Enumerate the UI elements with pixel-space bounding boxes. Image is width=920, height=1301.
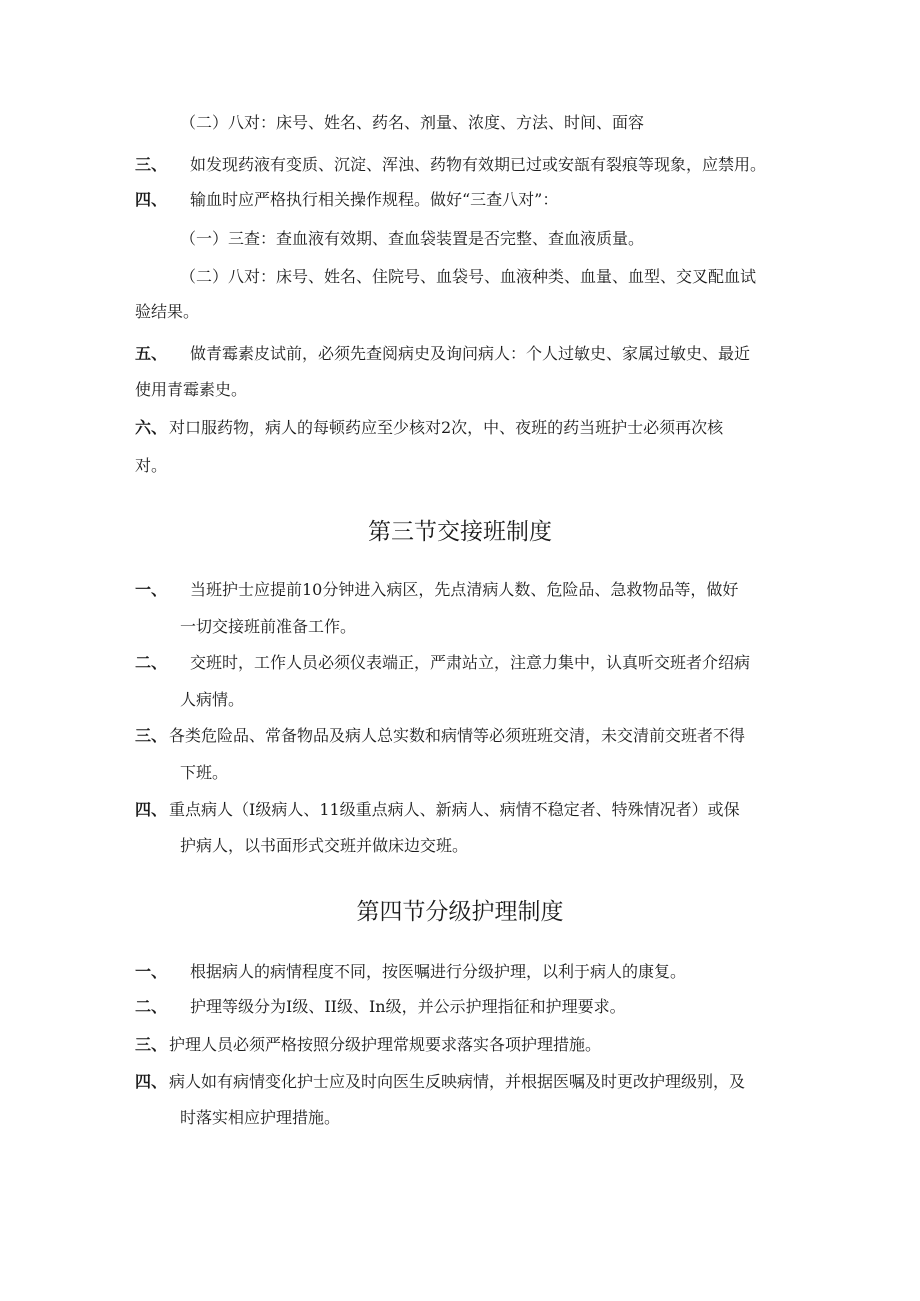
item-text: 根据病人的病情程度不同，按医嘱进行分级护理，以利于病人的康复。 [190,962,687,981]
item-text: 重点病人（I级病人、11级重点病人、新病人、病情不稳定者、特殊情况者）或保 [169,800,740,819]
paragraph-line: 一切交接班前准备工作。 [180,617,357,636]
paragraph-line: 人病情。 [180,690,245,709]
item-text: 病人如有病情变化护士应及时向医生反映病情，并根据医嘱及时更改护理级别，及 [169,1072,746,1091]
list-item [135,1035,601,1055]
paragraph-line: 验结果。 [135,302,200,321]
item-number: 一、 [135,580,168,599]
item-number: 二、 [135,653,168,672]
list-item [135,653,750,673]
item-text: 当班护士应提前10分钟进入病区，先点清病人数、危险品、急救物品等，做好 [190,580,739,599]
paragraph-line: 时落实相应护理措施。 [180,1108,341,1127]
item-text: 对口服药物，病人的每顿药应至少核对2次，中、夜班的药当班护士必须再次核 [169,418,724,437]
item-number: 四、 [135,190,168,209]
list-item [135,418,723,438]
list-item [135,800,740,820]
section-title: 第四节分级护理制度 [356,899,564,925]
list-item [135,190,558,210]
item-text: 护理等级分为I级、II级、In级，并公示护理指征和护理要求。 [190,997,626,1016]
item-text: 各类危险品、常备物品及病人总实数和病情等必须班班交清，未交清前交班者不得 [169,726,746,745]
item-number: 二、 [135,997,168,1016]
item-number: 六、 [135,418,168,437]
item-number: 一、 [135,962,168,981]
paragraph-line: （二）八对：床号、姓名、药名、剂量、浓度、方法、时间、面容 [180,113,645,132]
list-item [135,726,745,746]
item-text: 交班时，工作人员必须仪表端正，严肃站立，注意力集中，认真听交班者介绍病 [190,653,751,672]
list-item [135,155,766,175]
paragraph-line: 对。 [135,456,168,475]
paragraph-line: 使用青霉素史。 [135,380,248,399]
paragraph-line: （一）三查：查血液有效期、查血袋装置是否完整、查血液质量。 [180,229,645,248]
item-number: 四、 [135,1072,168,1091]
section-title: 第三节交接班制度 [368,519,552,545]
item-number: 三、 [135,1035,168,1054]
list-item [135,1072,745,1092]
item-text: 护理人员必须严格按照分级护理常规要求落实各项护理措施。 [169,1035,602,1054]
list-item [135,997,626,1017]
item-number: 四、 [135,800,168,819]
list-item [135,580,738,600]
item-text: 做青霉素皮试前，必须先查阅病史及询问病人：个人过敏史、家属过敏史、最近 [190,344,751,363]
item-text: 如发现药液有变质、沉淀、浑浊、药物有效期已过或安瓿有裂痕等现象，应禁用。 [190,155,767,174]
paragraph-line: 下班。 [180,763,229,782]
list-item [135,344,750,364]
item-number: 三、 [135,155,168,174]
item-text: 输血时应严格执行相关操作规程。做好“三查八对”： [190,190,559,209]
item-number: 三、 [135,726,168,745]
list-item [135,962,686,982]
paragraph-line: （二）八对：床号、姓名、住院号、血袋号、血液种类、血量、血型、交叉配血试 [180,267,757,286]
paragraph-line: 护病人，以书面形式交班并做床边交班。 [180,836,469,855]
item-number: 五、 [135,344,168,363]
